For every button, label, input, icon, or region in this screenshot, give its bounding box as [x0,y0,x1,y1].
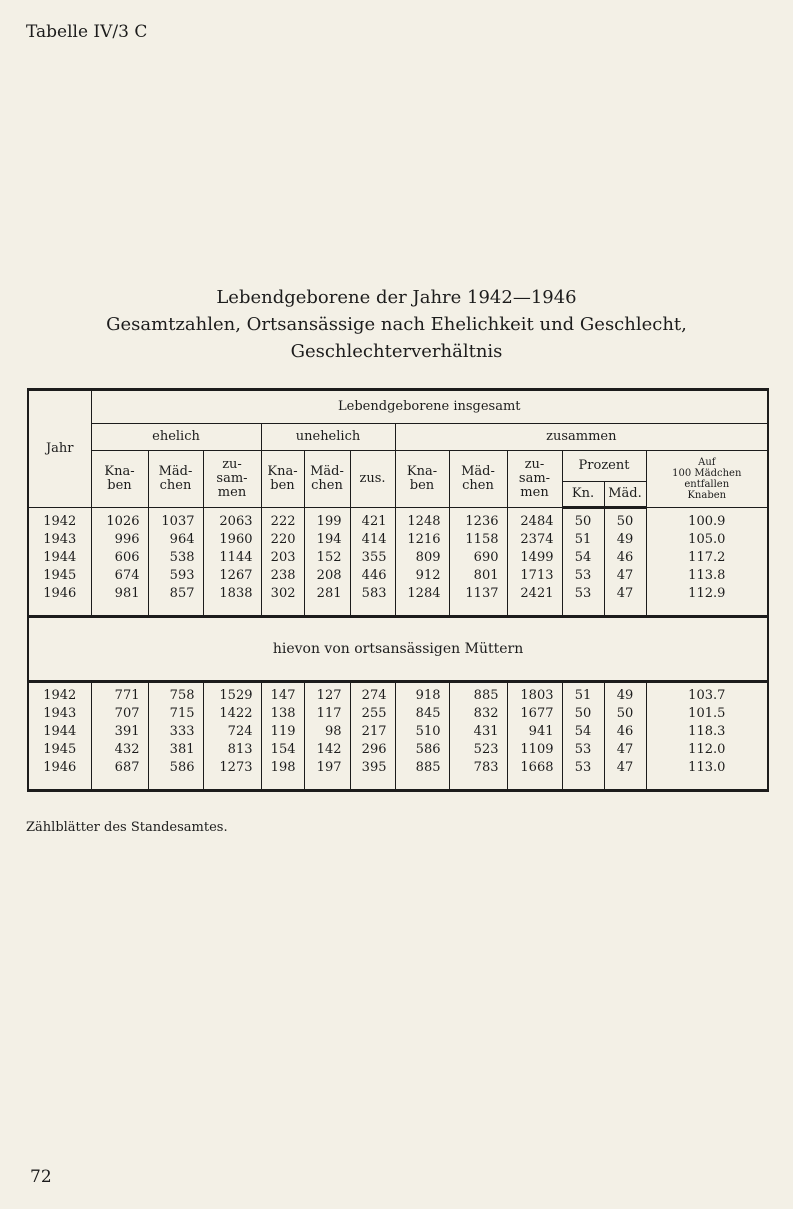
table-cell: 1026 [91,508,148,532]
table-cell: 47 [604,585,646,617]
table-cell: 809 [395,549,449,567]
table-cell: 981 [91,585,148,617]
year-cell: 1942 [28,682,91,706]
table-cell: 1216 [395,531,449,549]
ratio-header-mid2: entfallen [684,479,730,490]
table-cell: 510 [395,723,449,741]
table-cell: 127 [304,682,350,706]
table-cell: 1248 [395,508,449,532]
table-row [28,741,768,759]
table-cell: 274 [350,682,395,706]
table-cell: 333 [148,723,203,741]
table-cell: 113.0 [646,759,768,791]
table-cell: 1037 [148,508,203,532]
table-cell: 724 [203,723,261,741]
table-row [28,549,768,567]
table-cell: 1713 [507,567,562,585]
table-id-label: Tabelle IV/3 C [26,22,148,42]
section-local-title: hievon von ortsansässigen Müttern [28,617,768,682]
table-cell: 142 [304,741,350,759]
header-prozent: Prozent [562,451,646,482]
table-cell: 138 [261,705,304,723]
table-cell: 1284 [395,585,449,617]
table-cell: 53 [562,585,604,617]
table-cell: 117 [304,705,350,723]
table-row [28,585,768,617]
table-cell: 813 [203,741,261,759]
table-cell: 198 [261,759,304,791]
table-cell: 1267 [203,567,261,585]
table-cell: 586 [148,759,203,791]
table-cell: 1960 [203,531,261,549]
year-cell: 1942 [28,508,91,532]
table-cell: 53 [562,741,604,759]
table-cell: 801 [449,567,507,585]
table-cell: 996 [91,531,148,549]
table-cell: 715 [148,705,203,723]
col-header-zusammen-knaben: Kna- ben [395,451,449,508]
table-cell: 49 [604,682,646,706]
table-row [28,682,768,706]
table-cell: 47 [604,759,646,791]
table-cell: 220 [261,531,304,549]
table-cell: 281 [304,585,350,617]
title-line-1: Lebendgeborene der Jahre 1942—1946 [216,287,577,308]
table-cell: 586 [395,741,449,759]
table-cell: 101.5 [646,705,768,723]
col-header-year: Jahr [28,390,91,508]
table-row [28,567,768,585]
table-cell: 147 [261,682,304,706]
table-cell: 50 [562,705,604,723]
ratio-header-bottom: Knaben [687,490,727,501]
year-cell: 1943 [28,531,91,549]
table-cell: 50 [562,508,604,532]
year-cell: 1946 [28,585,91,617]
col-header-prozent-maed: Mäd. [604,482,646,508]
year-cell: 1945 [28,741,91,759]
col-header-unehelich-zus: zus. [350,451,395,508]
table-cell: 194 [304,531,350,549]
col-header-ratio [646,451,768,508]
title-line-2: Gesamtzahlen, Ortsansässige nach Ehelichkeit und Geschlecht, [106,314,687,335]
table-cell: 98 [304,723,350,741]
table-row [28,723,768,741]
table-cell: 199 [304,508,350,532]
statistics-table-container [27,388,767,792]
table-cell: 583 [350,585,395,617]
table-cell: 538 [148,549,203,567]
table-row [28,508,768,532]
table-cell: 355 [350,549,395,567]
table-cell: 152 [304,549,350,567]
table-cell: 50 [604,705,646,723]
table-cell: 707 [91,705,148,723]
table-cell: 857 [148,585,203,617]
table-cell: 113.8 [646,567,768,585]
col-header-zusammen-maedchen: Mäd- chen [449,451,507,508]
table-cell: 53 [562,567,604,585]
table-cell: 395 [350,759,395,791]
ratio-header-mid: 100 Mädchen [672,468,742,479]
table-cell: 1668 [507,759,562,791]
year-cell: 1943 [28,705,91,723]
table-cell: 54 [562,723,604,741]
table-cell: 432 [91,741,148,759]
table-cell: 46 [604,549,646,567]
table-cell: 1529 [203,682,261,706]
table-cell: 1499 [507,549,562,567]
table-cell: 50 [604,508,646,532]
section-local-header [28,617,768,682]
title-line-3: Geschlechterverhältnis [290,341,503,362]
table-cell: 674 [91,567,148,585]
table-cell: 197 [304,759,350,791]
table-cell: 238 [261,567,304,585]
table-row [28,759,768,791]
table-cell: 912 [395,567,449,585]
table-cell: 523 [449,741,507,759]
table-cell: 421 [350,508,395,532]
header-ehelich: ehelich [91,424,261,451]
table-cell: 690 [449,549,507,567]
table-cell: 2063 [203,508,261,532]
table-cell: 687 [91,759,148,791]
table-cell: 208 [304,567,350,585]
col-header-zusammen-total: zu- sam- men [507,451,562,508]
year-cell: 1944 [28,723,91,741]
ratio-header-top: Auf [698,457,716,468]
col-header-prozent-kn: Kn. [562,482,604,508]
table-cell: 53 [562,759,604,791]
table-cell: 414 [350,531,395,549]
table-cell: 103.7 [646,682,768,706]
births-table [27,388,769,792]
year-cell: 1946 [28,759,91,791]
table-cell: 255 [350,705,395,723]
table-cell: 431 [449,723,507,741]
source-note: Zählblätter des Standesamtes. [26,820,228,835]
header-zusammen: zusammen [395,424,768,451]
header-insgesamt: Lebendgeborene insgesamt [91,390,768,424]
table-cell: 296 [350,741,395,759]
header-unehelich: unehelich [261,424,395,451]
page-number: 72 [30,1167,52,1187]
table-cell: 46 [604,723,646,741]
table-cell: 1273 [203,759,261,791]
table-cell: 302 [261,585,304,617]
table-cell: 885 [395,759,449,791]
table-cell: 918 [395,682,449,706]
table-cell: 105.0 [646,531,768,549]
table-cell: 47 [604,741,646,759]
table-cell: 593 [148,567,203,585]
table-cell: 1109 [507,741,562,759]
table-cell: 771 [91,682,148,706]
table-cell: 391 [91,723,148,741]
table-row [28,531,768,549]
table-cell: 845 [395,705,449,723]
table-cell: 832 [449,705,507,723]
table-cell: 47 [604,567,646,585]
table-cell: 222 [261,508,304,532]
table-cell: 51 [562,531,604,549]
table-cell: 112.0 [646,741,768,759]
table-cell: 1677 [507,705,562,723]
table-cell: 758 [148,682,203,706]
table-body-local [28,682,768,791]
table-cell: 100.9 [646,508,768,532]
col-header-ehelich-maedchen: Mäd- chen [148,451,203,508]
table-cell: 606 [91,549,148,567]
table-cell: 2421 [507,585,562,617]
table-cell: 1137 [449,585,507,617]
table-cell: 1236 [449,508,507,532]
table-cell: 381 [148,741,203,759]
table-cell: 964 [148,531,203,549]
table-cell: 1158 [449,531,507,549]
table-cell: 51 [562,682,604,706]
table-cell: 2484 [507,508,562,532]
table-cell: 1422 [203,705,261,723]
table-cell: 1803 [507,682,562,706]
table-cell: 118.3 [646,723,768,741]
table-cell: 941 [507,723,562,741]
table-cell: 2374 [507,531,562,549]
table-cell: 217 [350,723,395,741]
table-cell: 446 [350,567,395,585]
col-header-ehelich-knaben: Kna- ben [91,451,148,508]
table-cell: 783 [449,759,507,791]
table-title [0,284,793,365]
table-cell: 1144 [203,549,261,567]
table-row [28,705,768,723]
table-cell: 1838 [203,585,261,617]
table-cell: 119 [261,723,304,741]
table-cell: 885 [449,682,507,706]
year-cell: 1945 [28,567,91,585]
table-cell: 112.9 [646,585,768,617]
table-cell: 203 [261,549,304,567]
table-body-total [28,508,768,617]
table-cell: 154 [261,741,304,759]
table-cell: 117.2 [646,549,768,567]
col-header-unehelich-knaben: Kna- ben [261,451,304,508]
table-cell: 49 [604,531,646,549]
table-cell: 54 [562,549,604,567]
col-header-unehelich-maedchen: Mäd- chen [304,451,350,508]
col-header-ehelich-zusammen: zu- sam- men [203,451,261,508]
year-cell: 1944 [28,549,91,567]
